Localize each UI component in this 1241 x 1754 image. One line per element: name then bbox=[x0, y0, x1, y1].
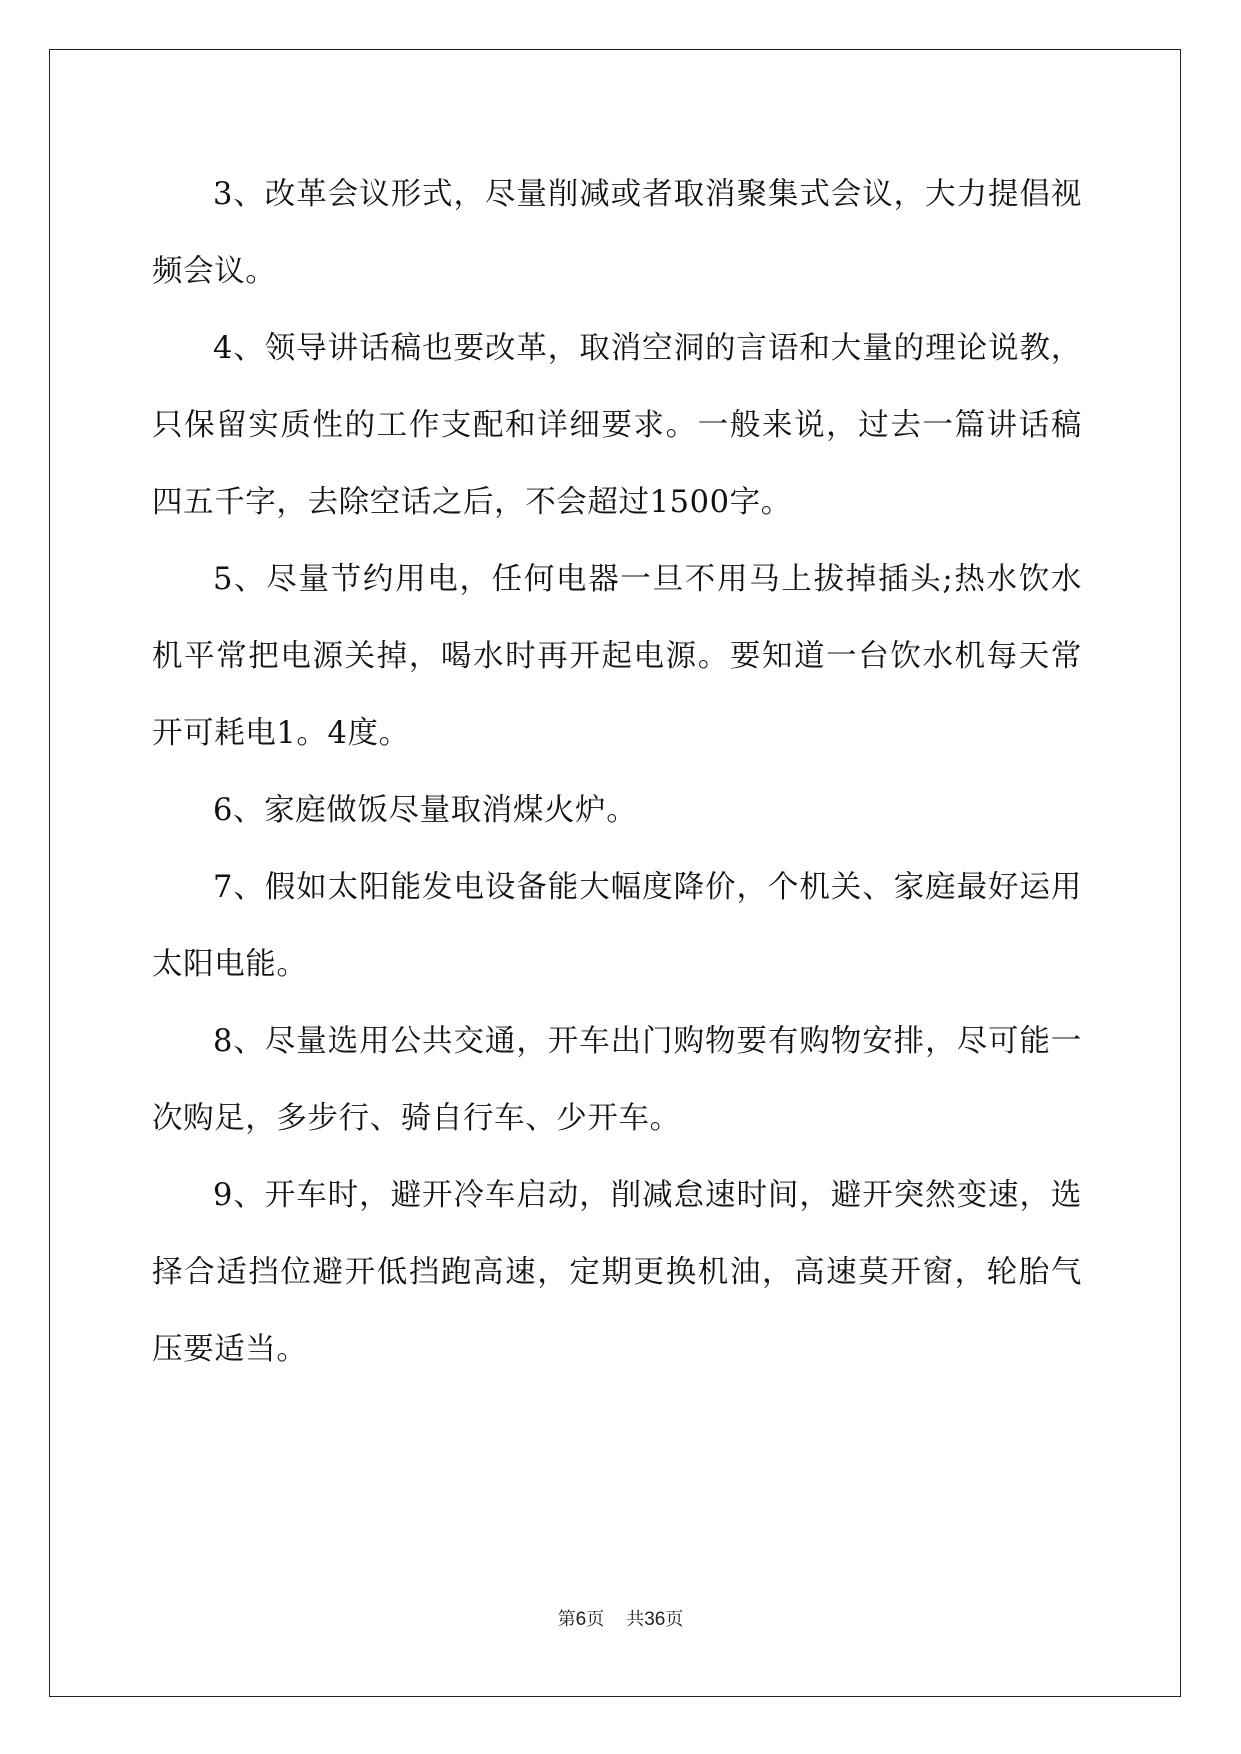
document-body bbox=[152, 156, 1082, 1388]
page-number: 6 bbox=[575, 1609, 587, 1630]
paragraph-item-5: 5、尽量节约用电，任何电器一旦不用马上拔掉插头;热水饮水机平常把电源关掉，喝水时再开起电源。要知道一台饮水机每天常开可耗电1。4度。 bbox=[152, 562, 1082, 751]
paragraph-item-6: 6、家庭做饭尽量取消煤火炉。 bbox=[213, 793, 638, 828]
page-footer bbox=[0, 1605, 1241, 1631]
paragraph-item-8: 8、尽量选用公共交通，开车出门购物要有购物安排，尽可能一次购足，多步行、骑自行车、少开车。 bbox=[152, 1024, 1082, 1136]
page-suffix: 页 bbox=[586, 1609, 605, 1630]
total-pages: 36 bbox=[644, 1609, 666, 1630]
total-suffix: 页 bbox=[665, 1609, 684, 1630]
paragraph-item-9: 9、开车时，避开冷车启动，削减怠速时间，避开突然变速，选择合适挡位避开低挡跑高速，定期更换机油，高速莫开窗，轮胎气压要适当。 bbox=[152, 1178, 1082, 1367]
paragraph-item-4: 4、领导讲话稿也要改革，取消空洞的言语和大量的理论说教，只保留实质性的工作支配和详细要求。一般来说，过去一篇讲话稿四五千字，去除空话之后，不会超过1500字。 bbox=[152, 331, 1082, 520]
page-prefix: 第 bbox=[557, 1609, 576, 1630]
paragraph-item-7: 7、假如太阳能发电设备能大幅度降价，个机关、家庭最好运用太阳电能。 bbox=[152, 870, 1082, 982]
paragraph-item-3: 3、改革会议形式，尽量削减或者取消聚集式会议，大力提倡视频会议。 bbox=[152, 177, 1082, 289]
total-prefix: 共 bbox=[626, 1609, 645, 1630]
